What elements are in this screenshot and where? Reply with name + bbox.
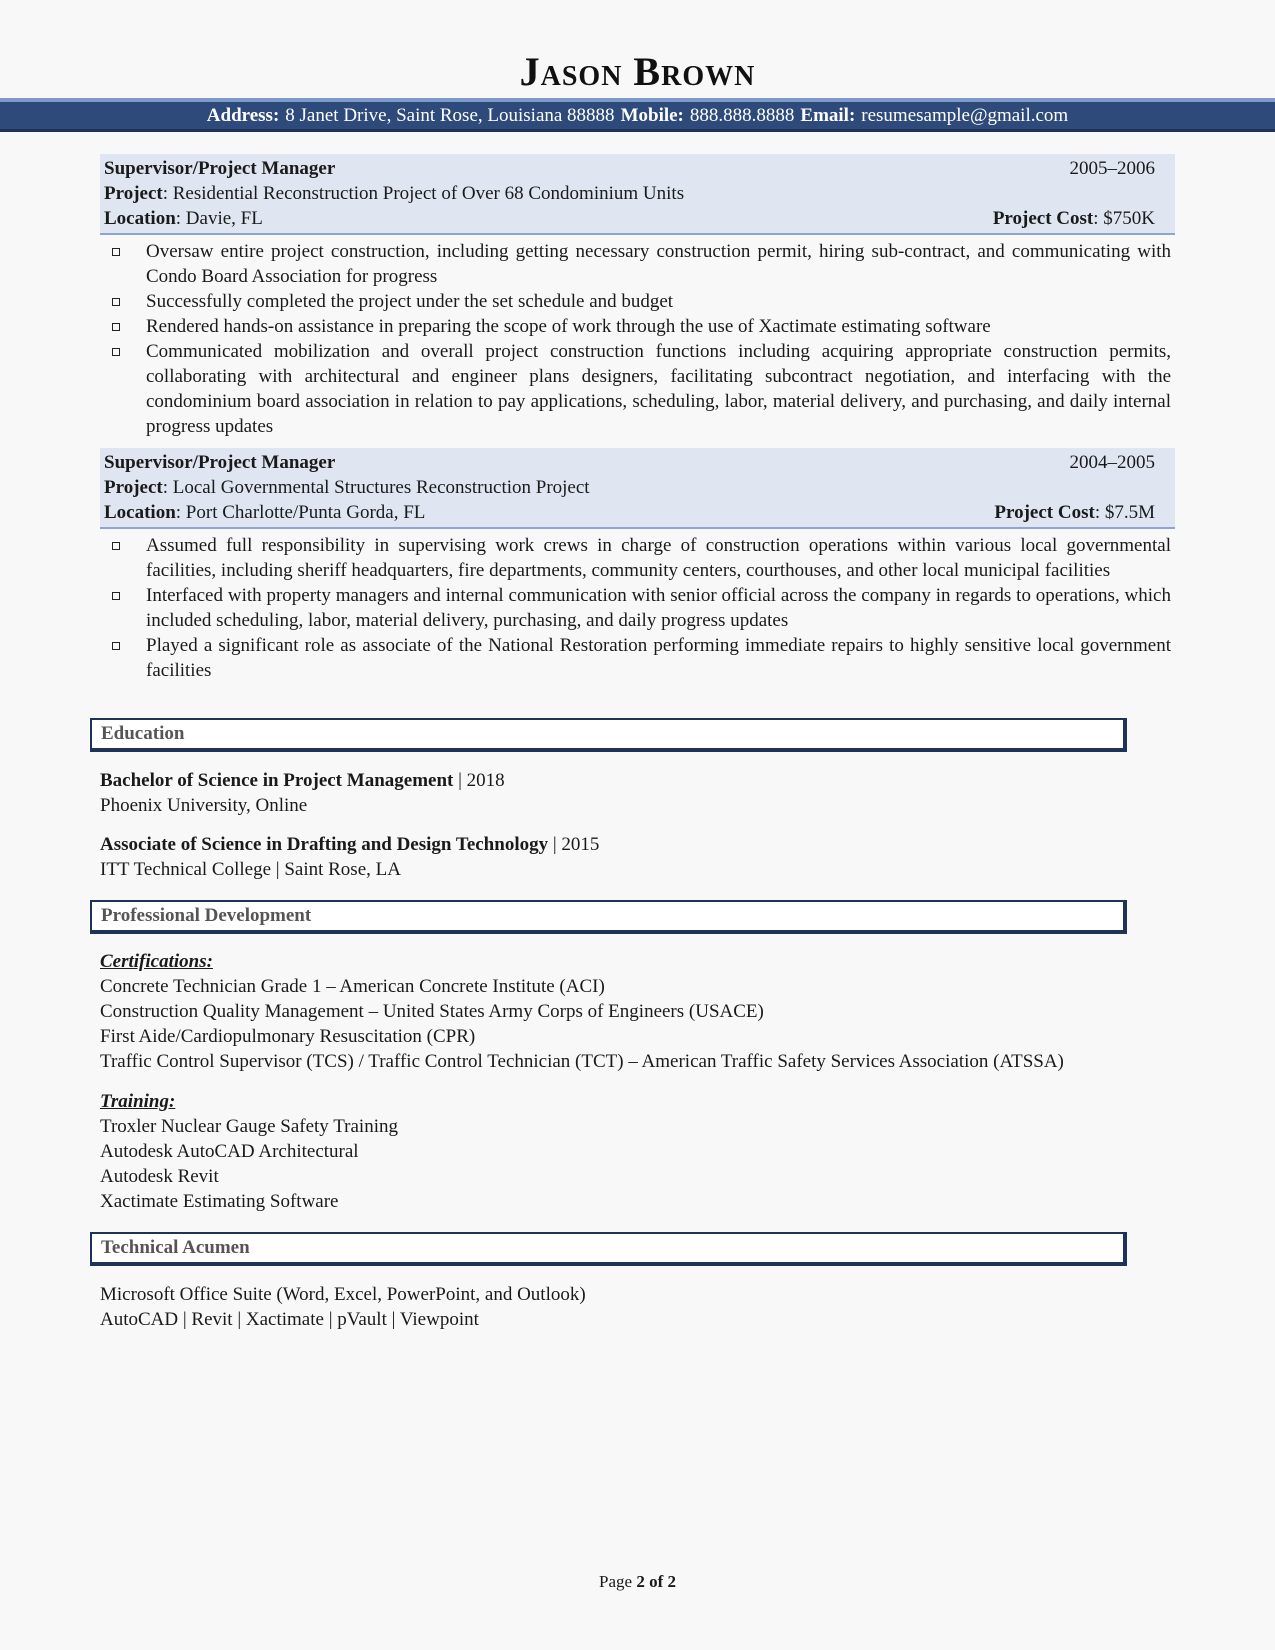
job-bullets — [100, 239, 1175, 439]
professional-development-block — [100, 949, 1160, 1214]
page-of: of — [649, 1572, 664, 1591]
project-value: : Local Governmental Structures Reconstruction Project — [162, 477, 590, 498]
address-label: Address: — [206, 104, 280, 126]
list-item: Microsoft Office Suite (Word, Excel, PowerPoint, and Outlook) — [100, 1284, 586, 1305]
square-bullet-icon — [112, 348, 120, 356]
degree-year: | 2018 — [453, 770, 505, 791]
education-block — [100, 768, 1160, 882]
list-item: First Aide/Cardiopulmonary Resuscitation (CPR) — [100, 1026, 476, 1047]
degree-name: Associate of Science in Drafting and Design Technology — [100, 834, 549, 855]
list-item: Oversaw entire project construction, including getting necessary construction permit, hiring sub-contract, and communicating with Condo Board Association for progress — [100, 239, 1175, 289]
list-item: Rendered hands-on assistance in preparing the scope of work through the use of Xactimate estimating software — [100, 314, 1175, 339]
location-value: : Davie, FL — [175, 208, 263, 229]
section-heading-education: Education — [90, 718, 1127, 752]
job-header — [100, 154, 1175, 235]
address-value: 8 Janet Drive, Saint Rose, Louisiana 88888 — [285, 104, 615, 126]
applicant-name: Jason Brown — [519, 49, 756, 94]
degree-year: | 2015 — [548, 834, 600, 855]
job-title: Supervisor/Project Manager — [104, 158, 336, 179]
certifications-label: Certifications: — [100, 951, 213, 972]
cost-value: : $7.5M — [1094, 502, 1155, 523]
square-bullet-icon — [112, 642, 120, 650]
project-value: : Residential Reconstruction Project of Over 68 Condominium Units — [162, 183, 685, 204]
project-label: Project — [104, 477, 163, 498]
list-item: Interfaced with property managers and internal communication with senior official across the company in regards to operations, which included scheduling, labor, material delivery, purchasing, and daily progress updates — [100, 583, 1175, 633]
mobile-value: 888.888.8888 — [689, 104, 795, 126]
square-bullet-icon — [112, 592, 120, 600]
technical-block — [100, 1282, 1160, 1332]
square-bullet-icon — [112, 298, 120, 306]
list-item: Successfully completed the project under the set schedule and budget — [100, 289, 1175, 314]
project-label: Project — [104, 183, 163, 204]
training-label: Training: — [100, 1091, 176, 1112]
location-value: : Port Charlotte/Punta Gorda, FL — [175, 502, 426, 523]
job-entry — [100, 448, 1175, 683]
location-label: Location — [104, 208, 176, 229]
job-dates: 2005–2006 — [1069, 158, 1155, 179]
job-bullets — [100, 533, 1175, 683]
list-item: Construction Quality Management – United States Army Corps of Engineers (USACE) — [100, 1001, 764, 1022]
email-label: Email: — [800, 104, 856, 126]
school-name: Phoenix University, Online — [100, 795, 308, 816]
list-item: Assumed full responsibility in supervising work crews in charge of construction operations within various local governmental facilities, including sheriff headquarters, fire departments, community centers, courthouses, and other local municipal facilities — [100, 533, 1175, 583]
job-header — [100, 448, 1175, 529]
list-item: Communicated mobilization and overall project construction functions including acquiring appropriate construction permits, collaborating with architectural and engineer plans designers, facilitating subcontract negotiation, and interfacing with the condominium board association in relation to pay applications, scheduling, labor, material delivery, and purchasing, and daily internal progress updates — [100, 339, 1175, 439]
page-label: Page — [599, 1572, 633, 1591]
location-label: Location — [104, 502, 176, 523]
square-bullet-icon — [112, 248, 120, 256]
section-heading-technical-acumen: Technical Acumen — [90, 1232, 1127, 1266]
list-item: Traffic Control Supervisor (TCS) / Traffic Control Technician (TCT) – American Traffic Safety Services Association (ATSSA) — [100, 1051, 1064, 1072]
degree-name: Bachelor of Science in Project Management — [100, 770, 454, 791]
cost-value: : $750K — [1093, 208, 1155, 229]
square-bullet-icon — [112, 323, 120, 331]
job-dates: 2004–2005 — [1069, 452, 1155, 473]
job-entry — [100, 154, 1175, 439]
email-value: resumesample@gmail.com — [861, 104, 1069, 126]
list-item: AutoCAD | Revit | Xactimate | pVault | Viewpoint — [100, 1309, 479, 1330]
section-heading-professional-development: Professional Development — [90, 900, 1127, 934]
list-item: Troxler Nuclear Gauge Safety Training — [100, 1116, 398, 1137]
page-number — [0, 1572, 1275, 1592]
school-name: ITT Technical College | Saint Rose, LA — [100, 859, 401, 880]
mobile-label: Mobile: — [620, 104, 684, 126]
list-item: Autodesk Revit — [100, 1166, 219, 1187]
cost-label: Project Cost — [994, 502, 1095, 523]
list-item: Xactimate Estimating Software — [100, 1191, 339, 1212]
list-item: Concrete Technician Grade 1 – American Concrete Institute (ACI) — [100, 976, 605, 997]
list-item: Played a significant role as associate of the National Restoration performing immediate repairs to highly sensitive local government facilities — [100, 633, 1175, 683]
square-bullet-icon — [112, 542, 120, 550]
page-current: 2 — [636, 1572, 645, 1591]
job-title: Supervisor/Project Manager — [104, 452, 336, 473]
page-total: 2 — [667, 1572, 676, 1591]
list-item: Autodesk AutoCAD Architectural — [100, 1141, 359, 1162]
contact-bar — [0, 98, 1275, 132]
cost-label: Project Cost — [992, 208, 1094, 229]
